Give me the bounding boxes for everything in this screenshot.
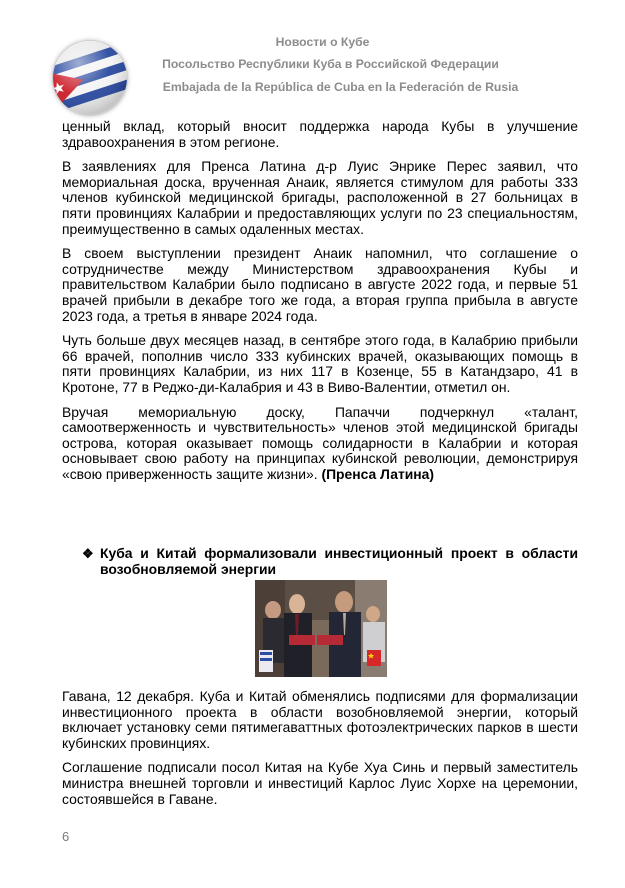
paragraph: Соглашение подписали посол Китая на Кубе Хуа Синь и первый заместитель министра внешней торговли и инвестиций Карлос Луис Хорхе на церемонии, состоявшейся в Гаване. <box>62 759 578 807</box>
article2-title: Куба и Китай формализовали инвестиционный проект в области возобновляемой энергии <box>100 545 578 577</box>
source-label: (Пренса Латина) <box>321 465 435 482</box>
article2-heading <box>82 546 578 577</box>
paragraph: В своем выступлении президент Анаик напомнил, что соглашение о сотрудничестве между Министерством здравоохранения Кубы и правительством Калабрии было подписано в августе 2022 года, и первые 51 врачей прибыли в декабре того же года, а вторая группа прибыла в августе 2023 года, а третья в январе 2024 года. <box>62 245 578 324</box>
paragraph: В заявлениях для Пренса Латина д-р Луис Энрике Перес заявил, что мемориальная доска, врученная Анаик, является стимулом для работы 333 членов кубинской медицинской бригады, расположенной в 27 больницах в пяти провинциях Калабрии и предоставляющих услуги по 23 специальностям, преимущественно в самых одаленных местах. <box>62 158 578 237</box>
paragraph-with-source <box>62 405 578 483</box>
paragraph: Чуть больше двух месяцев назад, в сентябре этого года, в Калабрию прибыли 66 врачей, пополнив число 333 кубинских врачей, оказывающих помощь в пяти провинциях Калабрии, из них 117 в Козенце, 55 в Катандзаро, 41 в Кротоне, 77 в Реджо-ди-Калабрия и 43 в Виво-Валентии, отметил он. <box>62 332 578 395</box>
paragraph-text: Вручая мемориальную доску, Папаччи подчеркнул «талант, самоотверженность и чувствительность» членов этой медицинской бригады острова, которая оказывает помощь солидарности в Калабрии и которая основывает свою работу на принципах кубинской революции, демонстрируя «свою приверженность защите жизни». <box>62 403 578 482</box>
page-number: 6 <box>62 829 70 844</box>
article2-photo <box>255 580 387 677</box>
paragraph: Гавана, 12 декабря. Куба и Китай обменялись подписями для формализации инвестиционного проекта в области возобновляемой энергии, который включает установку семи пятимегаваттных фотоэлектрических парков в шести кубинских провинциях. <box>62 688 578 751</box>
diamond-bullet-icon: ❖ <box>82 546 94 561</box>
header-embassy-es: Embajada de la República de Cuba en la Federación de Rusia <box>162 80 519 94</box>
cuba-flag-logo <box>52 40 128 116</box>
header-embassy-ru: Посольство Республики Куба в Российской Федерации <box>162 57 499 71</box>
header-title: Новости о Кубе <box>275 35 370 49</box>
article2-body <box>62 689 578 816</box>
paragraph: ценный вклад, который вносит поддержка народа Кубы в улучшение здравоохранения в этом регионе. <box>62 118 578 150</box>
article1-body <box>62 119 578 491</box>
